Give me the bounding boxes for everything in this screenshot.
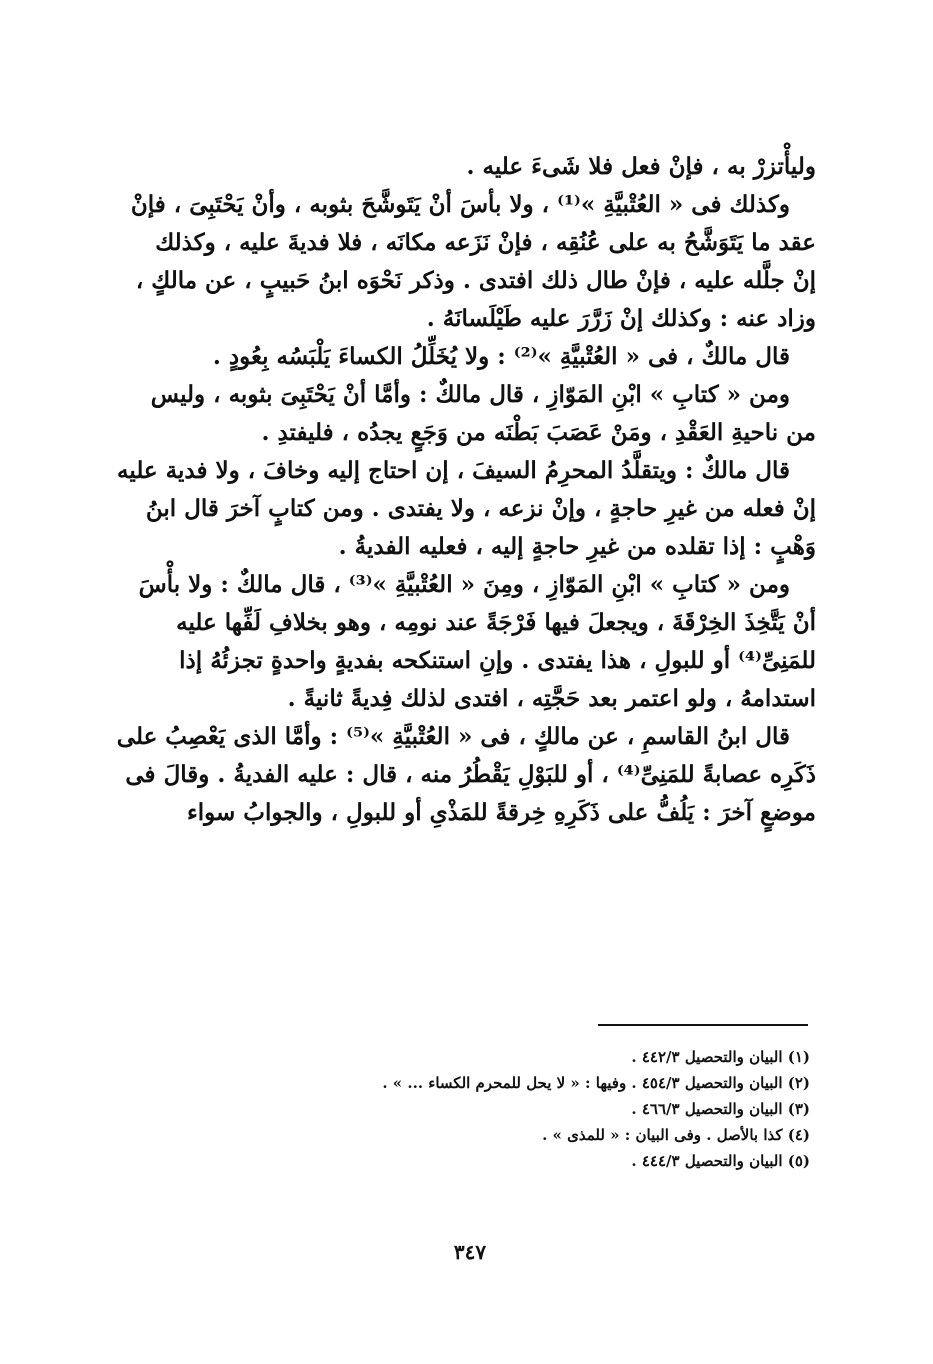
text-line: وليأْتزرْ به ، فإنْ فعل فلا شَىءَ عليه . (466, 153, 816, 180)
footnote-4: (٤) كذا بالأصل . وفى البيان : « للمذى » . (542, 1126, 810, 1144)
text-line: إنْ فعله من غيرِ حاجةٍ ، وإنْ نزعه ، ولا يفتدى . ومن كتابٍ آخرَ قال ابنُ (145, 495, 816, 522)
main-text (116, 148, 816, 832)
text-line: للمَنِىِّ⁽⁴⁾ أو للبولِ ، هذا يفتدى . وإنِ استنكحه بفديةٍ واحدةٍ تجزئُهُ إذا (179, 647, 816, 674)
text-line: قال مالكٌ ، فى « العُتْبيَّةِ »⁽²⁾ : ولا يُخَلِّلُ الكساءَ يَلْبَسُه بِعُودٍ . (212, 343, 790, 370)
paragraph-3 (204, 338, 816, 376)
paragraph-5 (117, 452, 816, 566)
page-number: ٣٤٧ (453, 1240, 487, 1264)
footnote-1: (١) البيان والتحصيل ٤٤٢/٣ . (631, 1048, 810, 1066)
paragraph-1 (204, 148, 816, 186)
footnote-3: (٣) البيان والتحصيل ٤٦٦/٣ . (631, 1100, 810, 1118)
text-line: ومن « كتابِ » ابْنِ المَوّازِ ، ومِنَ « العُتْبيَّةِ »⁽³⁾ ، قال مالكٌ : ولا بأْسَ (138, 571, 790, 598)
text-line: ذَكَرِه عصابةً للمَنِىِّ⁽⁴⁾ ، أو للبَوْلِ يَقْطُرُ منه ، قال : عليه الفديةُ . وقالَ فى (125, 761, 816, 788)
text-line: عقد ما يَتَوَشَّحُ به على عُنُقِه ، فإنْ نَزَعه مكانَه ، فلا فديةَ عليه ، وكذلك (155, 229, 816, 256)
text-line: وكذلك فى « العُتْبيَّةِ »⁽¹⁾ ، ولا بأسَ أنْ يَتَوشَّحَ بثوبه ، وأنْ يَحْتَبِىَ ، فإنْ (130, 191, 790, 218)
paragraph-4 (150, 376, 816, 452)
footnote-divider (598, 1024, 808, 1026)
footnotes (280, 1044, 810, 1174)
text-line: موضعٍ آخرَ : يَلُفُّ على ذَكَرِهِ خِرقةً للمَذْىِ أو للبولِ ، والجوابُ سواء (186, 799, 816, 826)
text-line: قال ابنُ القاسمِ ، عن مالكٍ ، فى « العُتْبيَّةِ »⁽⁵⁾ : وأمَّا الذى يَعْصِبُ على (116, 723, 790, 750)
text-line: وزاد عنه : وكذلك إنْ زَرَّرَ عليه طَيْلَسانَهُ . (426, 305, 816, 332)
paragraph-7 (116, 718, 816, 832)
text-line: وَهْبٍ : إذا تقلده من غيرِ حاجةٍ إليه ، فعليه الفديةُ . (338, 533, 816, 560)
paragraph-6 (138, 566, 816, 718)
text-line: استدامهُ ، ولو اعتمر بعد حَجَّتِه ، افتدى لذلك فِديةً ثانيةً . (287, 685, 816, 712)
footnote-2: (٢) البيان والتحصيل ٤٥٤/٣ . وفيها : « لا يحل للمحرم الكساء ... » . (382, 1074, 810, 1092)
text-line: أنْ يَتَّخِذَ الخِرْقَةَ ، ويجعلَ فيها فَرْجَةً عند نومِه ، وهو بخلافِ لَفِّها عليه (176, 609, 816, 636)
text-line: قال مالكٌ : ويتقلَّدُ المحرِمُ السيفَ ، إن احتاج إليه وخافَ ، ولا فدية عليه (117, 457, 790, 484)
text-line: من ناحيةِ العَقْدِ ، ومَنْ عَصَبَ بَطْنَه من وَجَعٍ يجدُه ، فليفتدِ . (261, 419, 816, 446)
text-line: ومن « كتابِ » ابْنِ المَوّازِ ، قال مالكٌ : وأمَّا أنْ يَحْتَبِىَ بثوبه ، وليس (150, 381, 790, 408)
paragraph-2 (130, 186, 816, 338)
text-line: إنْ جلَّله عليه ، فإنْ طال ذلك افتدى . وذكر نَحْوَه ابنُ حَبيبٍ ، عن مالكٍ ، (135, 267, 816, 294)
footnote-5: (٥) البيان والتحصيل ٤٤٤/٣ . (631, 1152, 810, 1170)
